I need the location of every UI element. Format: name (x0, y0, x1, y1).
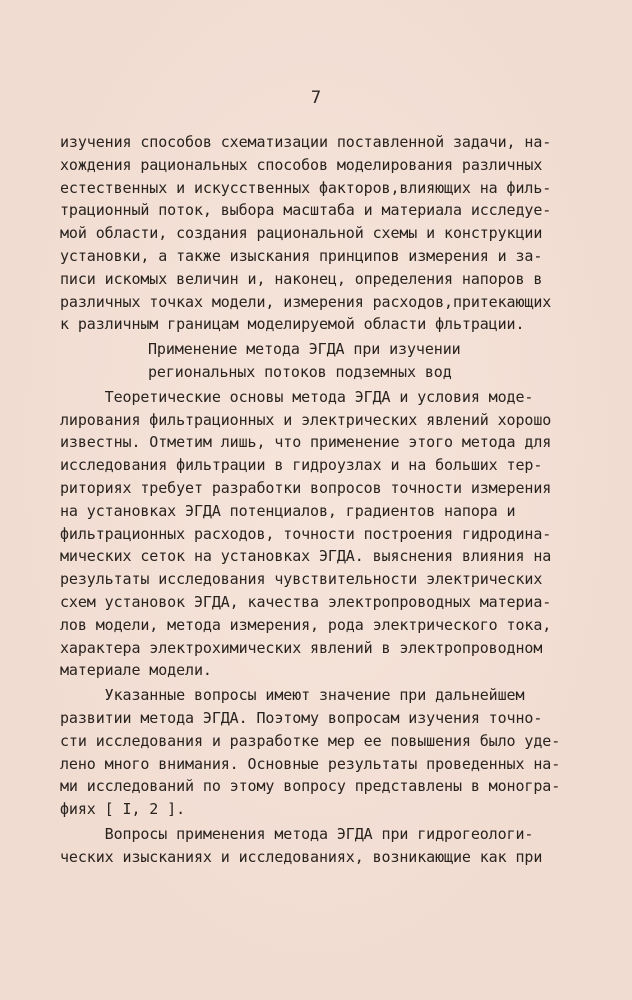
text-line: лов модели, метода измерения, рода электрического тока, (60, 615, 552, 634)
text-line: материале модели. (60, 661, 212, 680)
text-line: Вопросы применения метода ЭГДА при гидрогеологи- (60, 824, 534, 843)
section-heading (60, 338, 560, 384)
text-line: схем установок ЭГДА, качества электропроводных материа- (60, 592, 552, 611)
text-line: мой области, создания рациональной схемы и конструкции (60, 224, 543, 243)
text-line: известны. Отметим лишь, что применение этого метода для (60, 433, 552, 452)
paragraph-1 (60, 131, 560, 336)
text-line: лено много внимания. Основные результаты проведенных на- (60, 754, 561, 773)
section-heading-line: региональных потоков подземных вод (148, 362, 452, 381)
body-text (60, 131, 560, 869)
text-line: ми исследований по этому вопросу представлены в моногра- (60, 777, 561, 796)
paragraph-2 (60, 386, 560, 682)
text-line: мических сеток на установках ЭГДА. выяснения влияния на (60, 547, 552, 566)
text-line: на установках ЭГДА потенциалов, градиентов напора и (60, 501, 516, 520)
page-number: 7 (310, 88, 322, 108)
text-line: фиях [ I, 2 ]. (60, 800, 186, 819)
text-line: естественных и искусственных факторов,влияющих на филь- (60, 178, 552, 197)
text-line: хождения рациональных способов моделирования различных (60, 155, 543, 174)
paragraph-4 (60, 823, 560, 869)
text-line: изучения способов схематизации поставленной задачи, на- (60, 133, 552, 151)
section-heading-line: Применение метода ЭГДА при изучении (148, 340, 461, 359)
text-line: результаты исследования чувствительности электрических (60, 570, 543, 589)
text-line: развитии метода ЭГДА. Поэтому вопросам изучения точно- (60, 708, 543, 727)
text-line: к различным границам моделируемой области фльтрации. (60, 315, 525, 334)
text-line: исследования фильтрации в гидроузлах и на больших тер- (60, 456, 543, 475)
text-line: писи искомых величин и, наконец, определения напоров в (60, 269, 543, 288)
text-line: различных точках модели, измерения расходов,притекающих (60, 292, 552, 311)
text-line: Указанные вопросы имеют значение при дальнейшем (60, 686, 525, 705)
text-line: лирования фильтрационных и электрических явлений хорошо (60, 410, 552, 429)
text-line: установки, а также изыскания принципов измерения и за- (60, 246, 543, 265)
text-line: фильтрационных расходов, точности построения гидродина- (60, 524, 552, 543)
text-line: риториях требует разработки вопросов точности измерения (60, 478, 552, 497)
text-line: ческих изысканиях и исследованиях, возникающие как при (60, 847, 543, 866)
text-line: трационный поток, выбора масштаба и материала исследуе- (60, 201, 552, 220)
text-line: Теоретические основы метода ЭГДА и условия моде- (60, 387, 534, 406)
paragraph-3 (60, 684, 560, 821)
text-line: характера электрохимических явлений в электропроводном (60, 638, 543, 657)
text-line: сти исследования и разработке мер ее повышения было уде- (60, 731, 561, 750)
